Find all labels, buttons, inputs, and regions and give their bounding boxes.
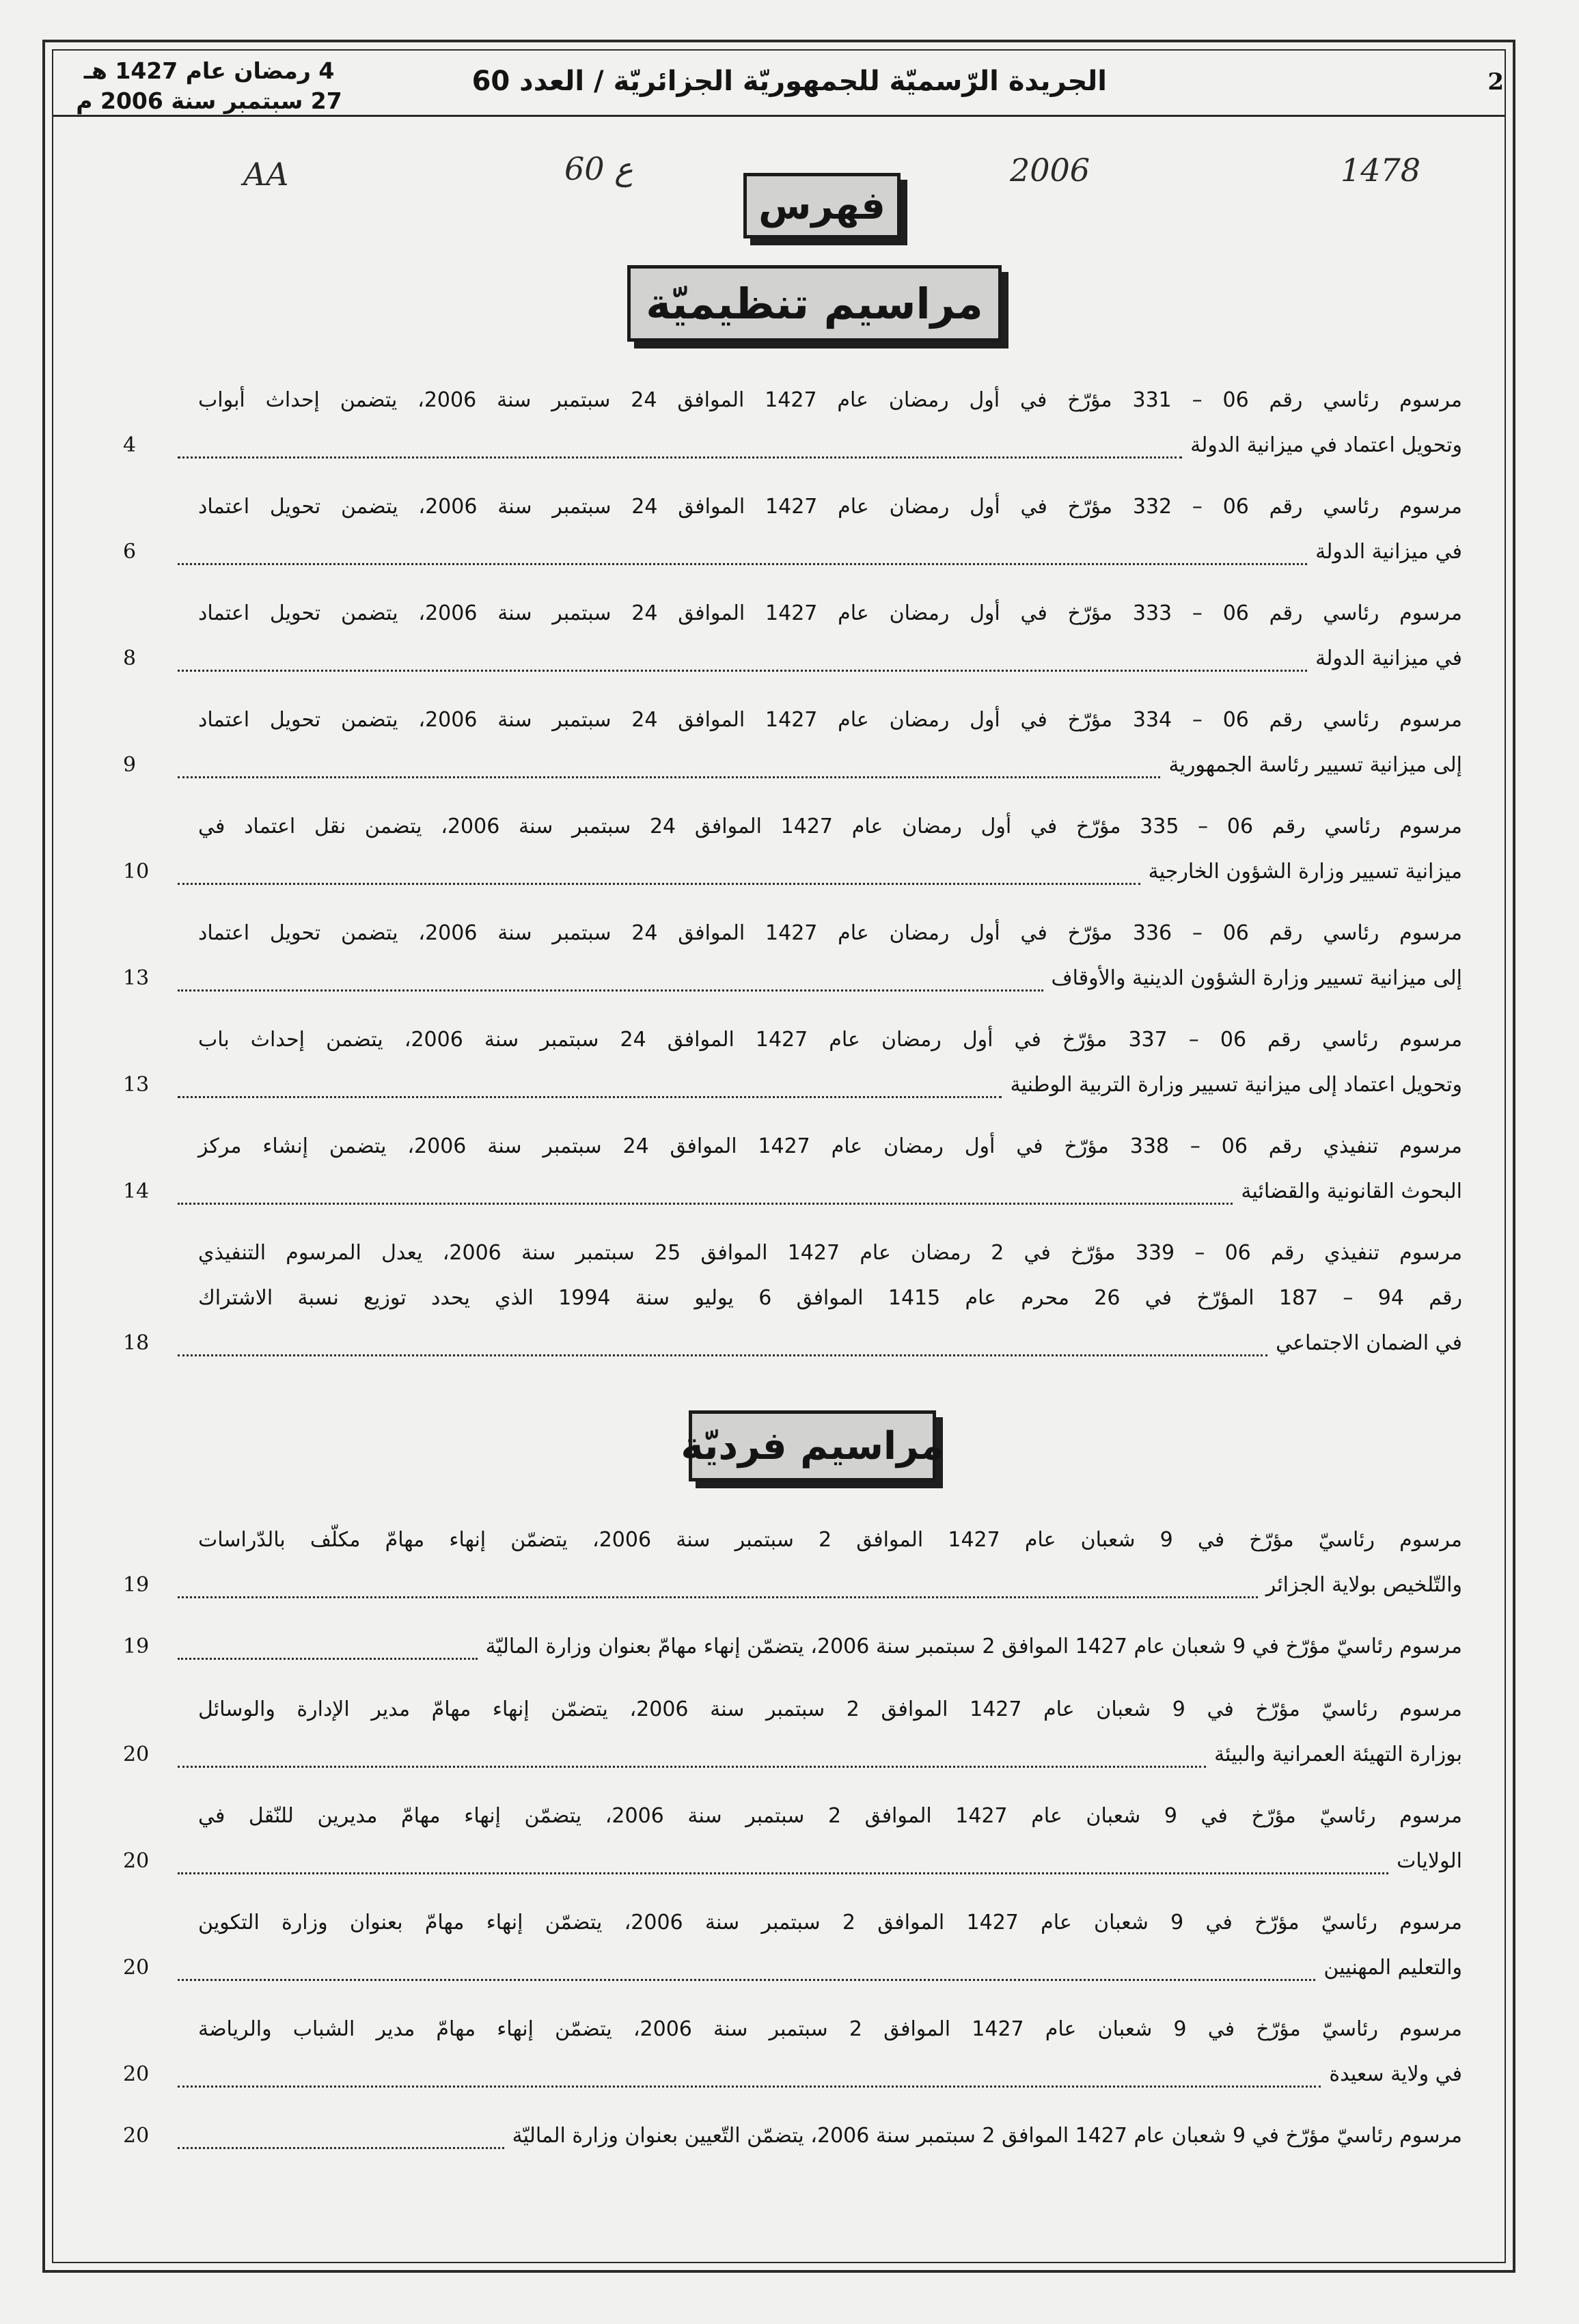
toc-entry-line: والتّلخيص بولاية الجزائر bbox=[1265, 1573, 1462, 1597]
dot-leader bbox=[178, 1766, 1206, 1768]
regulatory-decrees-title: مراسيم تنظيميّة bbox=[627, 265, 1002, 342]
gazette-title: الجريدة الرّسميّة للجمهوريّة الجزائريّة / العدد 60 bbox=[471, 66, 1107, 97]
dot-leader bbox=[178, 1872, 1388, 1874]
toc-entry-line: إلى ميزانية تسيير رئاسة الجمهورية bbox=[1168, 753, 1462, 777]
page-ref: 8 bbox=[123, 646, 137, 670]
page-ref: 20 bbox=[123, 2062, 150, 2086]
handwritten-note-3: 2006 bbox=[1010, 152, 1090, 189]
individual-decrees-title: مراسيم فرديّة bbox=[689, 1410, 936, 1481]
toc-entry-line: مرسوم رئاسي رقم 06 – 335 مؤرّخ في أول رمضان عام 1427 الموافق 24 سبتمبر سنة 2006، يتضمن نقل اعتماد في bbox=[198, 815, 1463, 838]
dot-leader bbox=[178, 563, 1307, 565]
toc-entry bbox=[123, 921, 1462, 1011]
toc-entry bbox=[123, 1028, 1462, 1118]
toc-entry-line: مرسوم رئاسي رقم 06 – 336 مؤرّخ في أول رمضان عام 1427 الموافق 24 سبتمبر سنة 2006، يتضمن تحويل اعتماد bbox=[198, 921, 1462, 945]
toc-entry-line: مرسوم رئاسيّ مؤرّخ في 9 شعبان عام 1427 الموافق 2 سبتمبر سنة 2006، يتضمّن إنهاء مهامّ مديرين للنّقل في bbox=[198, 1804, 1462, 1828]
toc-entry bbox=[123, 2017, 1462, 2107]
toc-entry bbox=[123, 495, 1462, 585]
toc-entry-line: في ميزانية الدولة bbox=[1315, 646, 1462, 670]
page-ref: 13 bbox=[123, 966, 150, 990]
page-ref: 6 bbox=[123, 540, 137, 564]
toc-entry-line: في ميزانية الدولة bbox=[1315, 540, 1462, 564]
page-ref: 10 bbox=[123, 860, 150, 884]
page-ref: 4 bbox=[123, 433, 137, 457]
toc-entry-line: مرسوم رئاسي رقم 06 – 337 مؤرّخ في أول رمضان عام 1427 الموافق 24 سبتمبر سنة 2006، يتضمن إحداث باب bbox=[198, 1028, 1463, 1052]
toc-entry-line: مرسوم رئاسيّ مؤرّخ في 9 شعبان عام 1427 الموافق 2 سبتمبر سنة 2006، يتضمّن التّعيين بعنوان وزارة الماليّة bbox=[512, 2124, 1462, 2148]
toc-entry-line: مرسوم رئاسيّ مؤرّخ في 9 شعبان عام 1427 الموافق 2 سبتمبر سنة 2006، يتضمّن إنهاء مهامّ مدير الشباب والرياضة bbox=[198, 2017, 1462, 2041]
toc-entry-line: والتعليم المهنيين bbox=[1323, 1956, 1462, 1980]
toc-entry-line: الولايات bbox=[1397, 1849, 1462, 1873]
page-ref: 20 bbox=[123, 1849, 150, 1873]
dot-leader bbox=[178, 1096, 1002, 1098]
toc-entry bbox=[123, 1528, 1462, 1618]
dot-leader bbox=[178, 2086, 1321, 2088]
toc-entry-line: مرسوم رئاسي رقم 06 – 333 مؤرّخ في أول رمضان عام 1427 الموافق 24 سبتمبر سنة 2006، يتضمن تحويل اعتماد bbox=[198, 601, 1462, 625]
toc-entry bbox=[123, 1241, 1462, 1376]
handwritten-note-4: 1478 bbox=[1341, 152, 1421, 189]
toc-entry bbox=[123, 2124, 1462, 2169]
toc-entry-line: في الضمان الاجتماعي bbox=[1276, 1331, 1462, 1355]
handwritten-note-2: 60 ع bbox=[564, 150, 633, 187]
toc-entry bbox=[123, 601, 1462, 692]
page-ref: 20 bbox=[123, 2124, 150, 2148]
page-ref: 14 bbox=[123, 1179, 150, 1203]
toc-entry-line: وتحويل اعتماد إلى ميزانية تسيير وزارة التربية الوطنية bbox=[1010, 1073, 1462, 1097]
page-number: 2 bbox=[1487, 68, 1504, 96]
dot-leader bbox=[178, 989, 1043, 992]
toc-entry bbox=[123, 388, 1462, 478]
toc-entry-line: رقم 94 – 187 المؤرّخ في 26 محرم عام 1415 الموافق 6 يوليو سنة 1994 الذي يحدد توزيع نسبة الاشتراك bbox=[198, 1286, 1463, 1310]
toc-entry-line: بوزارة التهيئة العمرانية والبيئة bbox=[1214, 1742, 1462, 1766]
index-title: فهرس bbox=[743, 173, 901, 238]
issue-date bbox=[66, 56, 353, 116]
toc-entry bbox=[123, 1804, 1462, 1894]
toc-entry-line: مرسوم رئاسيّ مؤرّخ في 9 شعبان عام 1427 الموافق 2 سبتمبر سنة 2006، يتضمّن إنهاء مهامّ بعنوان وزارة التكوين bbox=[198, 1911, 1463, 1935]
toc-entry bbox=[123, 1697, 1462, 1788]
toc-entry-line: وتحويل اعتماد في ميزانية الدولة bbox=[1190, 433, 1462, 457]
page-ref: 18 bbox=[123, 1331, 150, 1355]
toc-entry bbox=[123, 815, 1462, 905]
dot-leader bbox=[178, 1354, 1267, 1356]
dot-leader bbox=[178, 1596, 1258, 1598]
page-ref: 20 bbox=[123, 1956, 150, 1980]
toc-entry-line: مرسوم رئاسي رقم 06 – 331 مؤرّخ في أول رمضان عام 1427 الموافق 24 سبتمبر سنة 2006، يتضمن إحداث أبواب bbox=[198, 388, 1463, 412]
page-ref: 19 bbox=[123, 1573, 150, 1597]
toc-entry-line: مرسوم رئاسيّ مؤرّخ في 9 شعبان عام 1427 الموافق 2 سبتمبر سنة 2006، يتضمّن إنهاء مهامّ بعنوان وزارة الماليّة bbox=[485, 1635, 1462, 1658]
page-ref: 13 bbox=[123, 1073, 150, 1097]
dot-leader bbox=[178, 776, 1160, 778]
toc-entry-line: إلى ميزانية تسيير وزارة الشؤون الدينية والأوقاف bbox=[1051, 966, 1462, 990]
dot-leader bbox=[178, 1658, 478, 1660]
dot-leader bbox=[178, 2147, 504, 2149]
dot-leader bbox=[178, 670, 1307, 672]
dot-leader bbox=[178, 456, 1182, 459]
dot-leader bbox=[178, 1979, 1315, 1981]
toc-entry-line: مرسوم رئاسي رقم 06 – 332 مؤرّخ في أول رمضان عام 1427 الموافق 24 سبتمبر سنة 2006، يتضمن تحويل اعتماد bbox=[198, 495, 1462, 519]
page-ref: 20 bbox=[123, 1742, 150, 1766]
toc-entry-line: مرسوم رئاسيّ مؤرّخ في 9 شعبان عام 1427 الموافق 2 سبتمبر سنة 2006، يتضمّن إنهاء مهامّ مدير الإدارة والوسائل bbox=[198, 1697, 1462, 1721]
dot-leader bbox=[178, 883, 1140, 885]
toc-entry-line: البحوث القانونية والقضائية bbox=[1241, 1179, 1462, 1203]
toc-entry bbox=[123, 1134, 1462, 1225]
toc-entry-line: في ولاية سعيدة bbox=[1329, 2062, 1462, 2086]
toc-entry bbox=[123, 1635, 1462, 1680]
page-ref: 9 bbox=[123, 753, 137, 777]
toc-entry-line: مرسوم تنفيذي رقم 06 – 339 مؤرّخ في 2 رمضان عام 1427 الموافق 25 سبتمبر سنة 2006، يعدل المرسوم التنفيذي bbox=[198, 1241, 1463, 1265]
toc-entry-line: مرسوم تنفيذي رقم 06 – 338 مؤرّخ في أول رمضان عام 1427 الموافق 24 سبتمبر سنة 2006، يتضمن إنشاء مركز bbox=[198, 1134, 1463, 1158]
toc-entry-line: مرسوم رئاسي رقم 06 – 334 مؤرّخ في أول رمضان عام 1427 الموافق 24 سبتمبر سنة 2006، يتضمن تحويل اعتماد bbox=[198, 708, 1462, 732]
gregorian-date: 27 سبتمبر سنة 2006 م bbox=[76, 87, 342, 114]
toc-entry bbox=[123, 1911, 1462, 2001]
dot-leader bbox=[178, 1203, 1233, 1205]
toc-entry-line: مرسوم رئاسيّ مؤرّخ في 9 شعبان عام 1427 الموافق 2 سبتمبر سنة 2006، يتضمّن إنهاء مهامّ مكلّف بالدّراسات bbox=[198, 1528, 1462, 1552]
hijri-date: 4 رمضان عام 1427 هـ bbox=[83, 57, 335, 84]
toc-entry-line: ميزانية تسيير وزارة الشؤون الخارجية bbox=[1148, 860, 1462, 884]
handwritten-note-1: AA bbox=[243, 156, 289, 193]
toc-entry bbox=[123, 708, 1462, 798]
page-ref: 19 bbox=[123, 1635, 150, 1658]
